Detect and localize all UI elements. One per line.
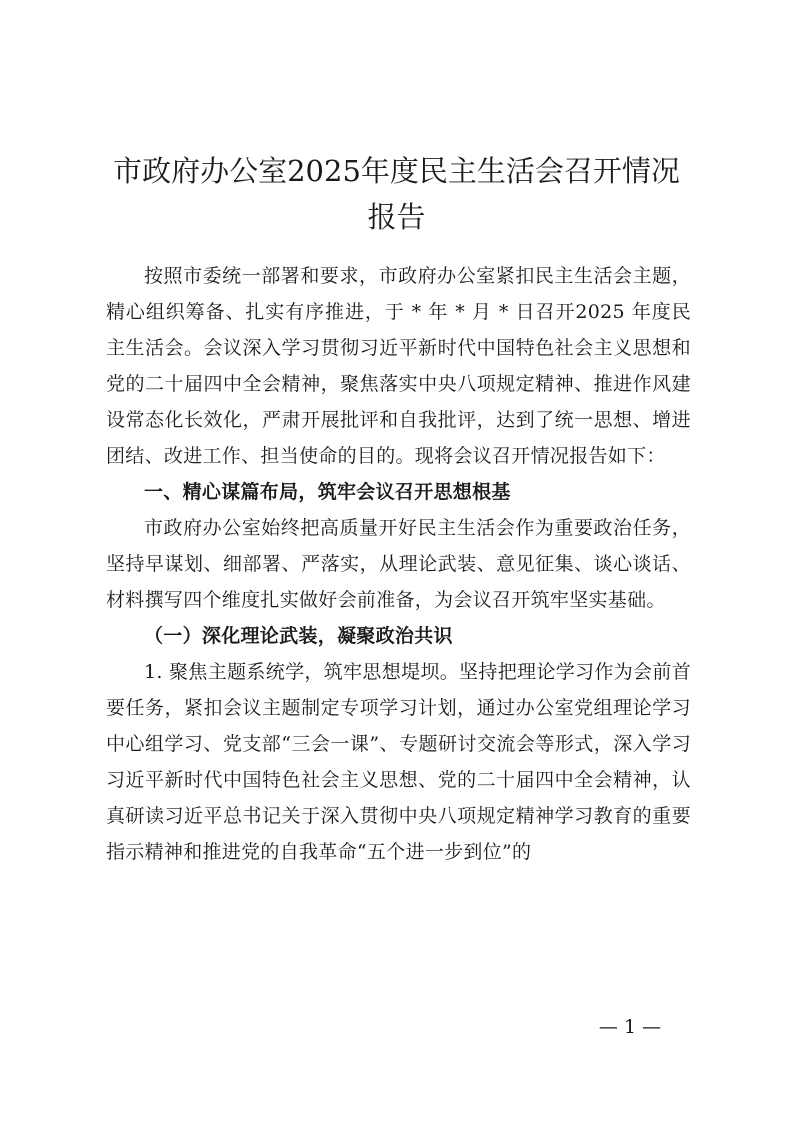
page-number: — 1 — [598,1016,662,1038]
document-title-line2: 报告 [367,200,426,234]
subsection-heading-1: （一）深化理论武装，凝聚政治共识 [144,625,453,647]
section-1-paragraph: 市政府办公室始终把高质量开好民主生活会作为重要政治任务，坚持早谋划、细部署、严落实，从理论武装、意见征集、谈心谈话、材料撰写四个维度扎实做好会前准备，为会议召开筑牢坚实基础。 [106,517,691,611]
section-heading-1: 一、精心谋篇布局，筑牢会议召开思想根基 [144,481,511,503]
intro-paragraph: 按照市委统一部署和要求，市政府办公室紧扣民主生活会主题，精心组织筹备、扎实有序推进，于 * 年 * 月 * 日召开2025 年度民主生活会。会议深入学习贯彻习近平新时代中国特色社会主义思想和党的二十届四中全会精神，聚焦落实中央八项规定精神、推进作风建设常态化长效化，严肃开展批评和自我批评，达到了统一思想、增进团结、改进工作、担当使命的目的。现将会议召开情况报告如下： [106,265,691,467]
item-1-paragraph: 1. 聚焦主题系统学，筑牢思想堤坝。坚持把理论学习作为会前首要任务，紧扣会议主题制定专项学习计划，通过办公室党组理论学习中心组学习、党支部“三会一课”、专题研讨交流会等形式，深入学习习近平新时代中国特色社会主义思想、党的二十届四中全会精神，认真研读习近平总书记关于深入贯彻中央八项规定精神学习教育的重要指示精神和推进党的自我革命“五个进一步到位”的 [106,661,691,863]
document-title-line1: 市政府办公室2025年度民主生活会召开情况 [113,154,680,188]
document-body [106,258,691,870]
